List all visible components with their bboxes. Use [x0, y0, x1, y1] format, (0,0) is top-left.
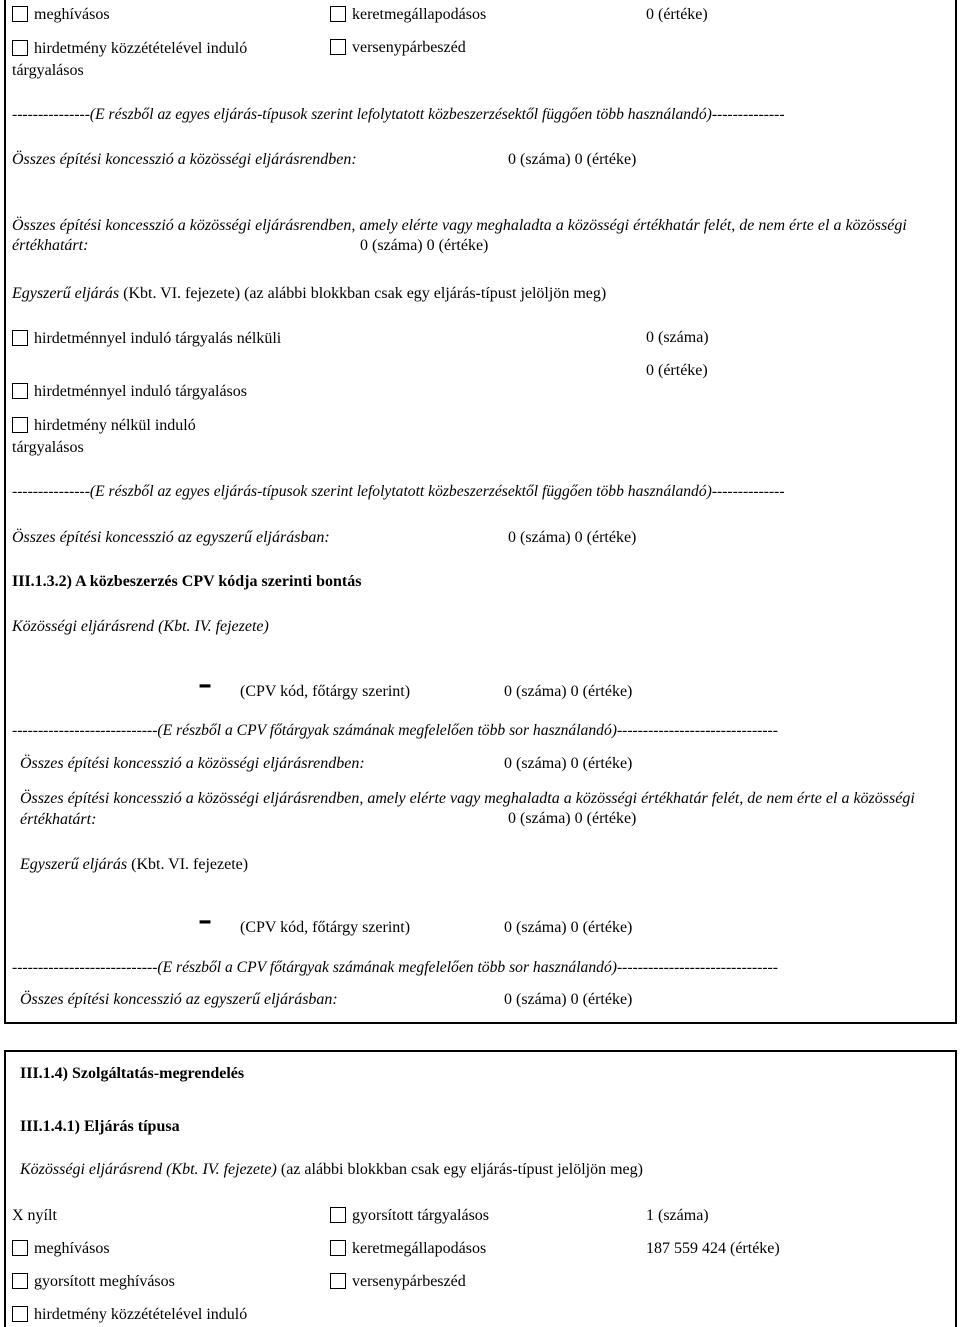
checkbox-icon[interactable] [12, 1273, 28, 1289]
procedure-type-title: III.1.4.1) Eljárás típusa [20, 1118, 180, 1135]
row1-value: 0 (értéke) [646, 6, 708, 23]
cpv-dash-1: - [198, 660, 212, 706]
checkbox-icon[interactable] [12, 6, 28, 22]
checkbox-icon[interactable] [12, 40, 28, 56]
total-cpv-community-label: Összes építési koncesszió a közösségi eljárásrendben: [20, 755, 365, 772]
checkbox-icon[interactable] [330, 6, 346, 22]
community-regime-heading: Közösségi eljárásrend (Kbt. IV. fejezete) [12, 618, 269, 635]
option-hirdetmeny-kozzetetelevel: hirdetmény közzétételével induló tárgyalásos [12, 40, 248, 79]
separator-note: ---------------(E részből az egyes eljárás-típusok szerint lefolytatott közbeszerzésektől függően több használandó)-------------- [12, 106, 785, 123]
section2-left-border [4, 1050, 6, 1327]
option-versenyparbeszed: versenypárbeszéd [330, 38, 466, 58]
total-cpv-half-threshold-value: 0 (száma) 0 (értéke) [508, 810, 637, 827]
cpv-label-2: (CPV kód, főtárgy szerint) [240, 919, 411, 936]
option-meghivasos: meghívásos [12, 5, 110, 25]
frame-right-border [955, 0, 957, 1024]
service-count: 1 (száma) [646, 1207, 709, 1224]
community-regime-heading-2: Közösségi eljárásrend (Kbt. IV. fejezete) (az alábbi blokkban csak egy eljárás-típust jelöljön meg) [20, 1161, 643, 1178]
cpv-separator-1: ----------------------------(E részből a CPV főtárgyak számának megfelelően több sor használandó)------------------------------- [12, 722, 778, 739]
simple-procedure-heading: Egyszerű eljárás (Kbt. VI. fejezete) (az alábbi blokkban csak egy eljárás-típust jelöljön meg) [12, 285, 607, 302]
option-simple-1: hirdetménnyel induló tárgyalás nélküli [12, 328, 312, 350]
checkbox-icon[interactable] [12, 417, 28, 433]
cpv-label-1: (CPV kód, főtárgy szerint) [240, 683, 411, 700]
total-half-threshold-label: Összes építési koncesszió a közösségi eljárásrendben, amely elérte vagy meghaladta a közösségi értékhatár felét, de nem érte el a közösségi értékhatárt: [12, 217, 907, 254]
cpv-value-1: 0 (száma) 0 (értéke) [504, 683, 633, 700]
checkbox-icon[interactable] [330, 39, 346, 55]
service-value: 187 559 424 (értéke) [646, 1240, 780, 1257]
simple-count: 0 (száma) [646, 329, 709, 346]
checkbox-icon[interactable] [330, 1207, 346, 1223]
checkbox-icon[interactable] [330, 1273, 346, 1289]
option-simple-3: hirdetmény nélkül induló tárgyalásos [12, 417, 196, 456]
cpv-value-2: 0 (száma) 0 (értéke) [504, 919, 633, 936]
option-gyorsitott-meghivasos: gyorsított meghívásos [12, 1272, 175, 1292]
total-simple-label: Összes építési koncesszió az egyszerű eljárásban: [12, 529, 330, 546]
checkbox-icon[interactable] [12, 383, 28, 399]
separator-note-2: ---------------(E részből az egyes eljárás-típusok szerint lefolytatott közbeszerzésektől függően több használandó)-------------- [12, 483, 785, 500]
total-cpv-half-threshold-label: Összes építési koncesszió a közösségi eljárásrendben, amely elérte vagy meghaladta a közösségi értékhatár felét, de nem érte el a közösségi értékhatárt: [20, 790, 915, 828]
section2-right-border [955, 1050, 957, 1327]
total-community-value: 0 (száma) 0 (értéke) [508, 151, 637, 168]
checkbox-icon[interactable] [330, 1240, 346, 1256]
cpv-section-title: III.1.3.2) A közbeszerzés CPV kódja szerinti bontás [12, 573, 362, 590]
option-gyorsitott-targyalasos: gyorsított tárgyalásos [330, 1206, 489, 1226]
total-half-threshold-value: 0 (száma) 0 (értéke) [360, 237, 489, 254]
cpv-dash-2: - [198, 896, 212, 942]
option-simple-2: hirdetménnyel induló tárgyalásos [12, 382, 247, 402]
simple-value: 0 (értéke) [646, 362, 708, 379]
option-keretmegallapodasos: keretmegállapodásos [330, 5, 486, 25]
total-simple-value: 0 (száma) 0 (értéke) [508, 529, 637, 546]
checkbox-icon[interactable] [12, 330, 28, 346]
total-cpv-simple-label: Összes építési koncesszió az egyszerű eljárásban: [20, 991, 338, 1008]
frame-left-border [4, 0, 6, 1024]
option-versenyparbeszed-2: versenypárbeszéd [330, 1272, 466, 1292]
checkbox-icon[interactable] [12, 1306, 28, 1322]
option-meghivasos-2: meghívásos [12, 1239, 110, 1259]
service-order-title: III.1.4) Szolgáltatás-megrendelés [20, 1065, 245, 1082]
cpv-separator-2: ----------------------------(E részből a CPV főtárgyak számának megfelelően több sor használandó)------------------------------- [12, 959, 778, 976]
option-hirdetmeny-kozzetetelevel-2: hirdetmény közzétételével induló [12, 1305, 247, 1325]
total-cpv-community-value: 0 (száma) 0 (értéke) [504, 755, 633, 772]
section2-top-border [4, 1050, 957, 1052]
option-keretmegallapodasos-2: keretmegállapodásos [330, 1239, 486, 1259]
checkbox-icon[interactable] [12, 1240, 28, 1256]
option-nyilt-checked[interactable]: X nyílt [12, 1207, 57, 1224]
simple-procedure-heading-2: Egyszerű eljárás (Kbt. VI. fejezete) [20, 856, 249, 873]
frame-bottom-border [4, 1022, 957, 1024]
total-cpv-simple-value: 0 (száma) 0 (értéke) [504, 991, 633, 1008]
total-community-label: Összes építési koncesszió a közösségi eljárásrendben: [12, 151, 357, 168]
